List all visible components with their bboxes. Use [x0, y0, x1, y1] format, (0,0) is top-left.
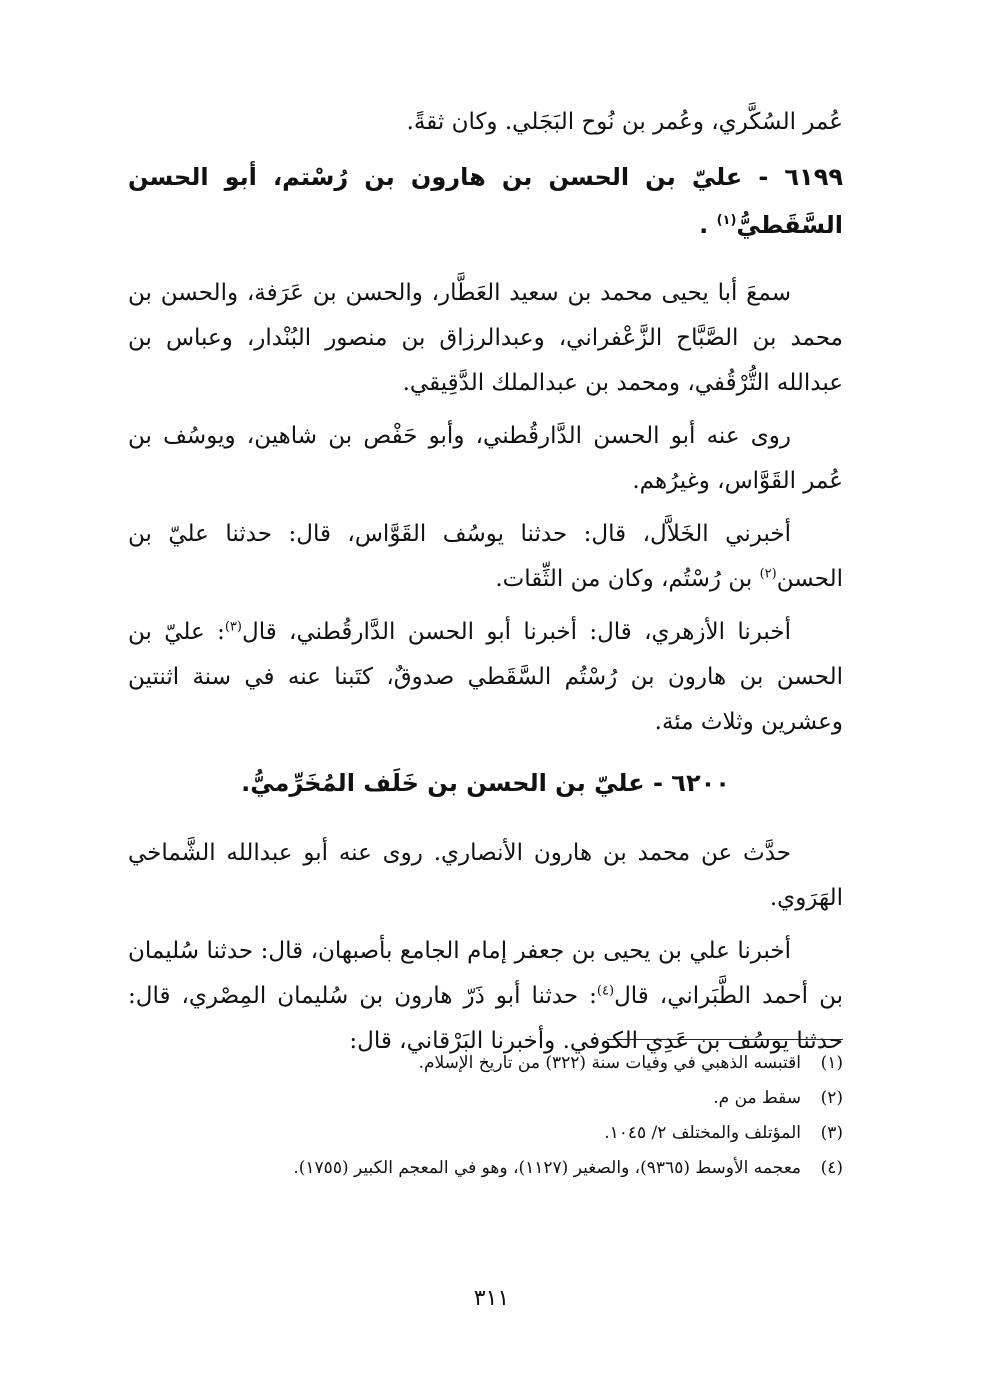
footnote-text: اقتبسه الذهبي في وفيات سنة (٣٢٢) من تاريخ الإسلام. — [418, 1053, 801, 1073]
entry-heading-6200 — [128, 759, 843, 807]
main-text — [128, 100, 843, 1072]
paragraph-text: أخبرني الخَلاَّل، قال: حدثنا يوسُف القَوَّاس، قال: حدثنا عليّ بن الحسن — [128, 521, 843, 592]
paragraph-teachers — [128, 271, 843, 406]
footnote — [128, 1116, 843, 1151]
footnote-number: (٢) — [820, 1088, 843, 1108]
footnotes — [128, 1046, 843, 1186]
footnote-text: المؤتلف والمختلف ٢/ ١٠٤٥. — [604, 1123, 801, 1143]
paragraph-text: أخبرنا علي بن يحيى بن جعفر إمام الجامع بأصبهان، قال: حدثنا سُليمان بن أحمد الطَّبَراني، قال — [128, 938, 843, 1009]
footnote — [128, 1151, 843, 1186]
paragraph-text: أخبرنا الأزهري، قال: أخبرنا أبو الحسن الدَّارقُطني، قال — [241, 619, 791, 645]
footnote-number: (٣) — [820, 1123, 843, 1143]
entry-number: ٦٢٠٠ — [671, 769, 730, 797]
footnote-ref: (٢) — [759, 566, 777, 582]
entry-heading-text: - عليّ بن الحسن بن هارون بن رُسْتم، أبو الحسن السَّقَطيُّ — [128, 163, 843, 239]
entry-number: ٦١٩٩ — [784, 163, 843, 191]
footnote-number: (٤) — [820, 1158, 843, 1178]
entry-heading-end: . — [699, 211, 709, 239]
paragraph-text: : حدثنا أبو ذَرّ هارون بن سُليمان المِصْري، قال: حدثنا يوسُف بن عَدِي الكوفي. وأخبرنا البَرْقاني، قال: — [128, 983, 843, 1054]
paragraph-text: حدَّث عن محمد بن هارون الأنصاري. روى عنه أبو عبدالله الشَّماخي الهَرَوي. — [128, 840, 843, 911]
paragraph-text: : عليّ بن الحسن بن هارون بن رُسْتُم السَّقَطي صدوقٌ، كتَبنا عنه في سنة اثنتين وعشرين وثلاث مئة. — [128, 619, 843, 735]
footnote-ref: (٤) — [596, 983, 615, 999]
paragraph-text: بن رُسْتُم، وكان من الثِّقات. — [495, 566, 760, 592]
paragraph-khallal — [128, 512, 843, 602]
footnote-text: معجمه الأوسط (٩٣٦٥)، والصغير (١١٢٧)، وهو في المعجم الكبير (١٧٥٥). — [293, 1158, 801, 1178]
paragraph-azhari — [128, 610, 843, 745]
paragraph-text: سمعَ أبا يحيى محمد بن سعيد العَطَّار، والحسن بن عَرَفة، والحسن بن محمد بن الصَّبَّاح الزَّعْفراني، وعبدالرزاق بن منصور البُنْدار، وعباس بن عبدالله التُّرْقُفي، ومحمد بن عبدالملك الدَّقِيقي. — [128, 280, 843, 396]
paragraph-isnad — [128, 929, 843, 1064]
entry-heading-6199 — [128, 153, 843, 249]
paragraph-text: عُمر السُكَّري، وعُمر بن نُوح البَجَلي. وكان ثقةً. — [406, 109, 843, 135]
page-number: ٣١١ — [473, 1286, 510, 1311]
footnote-text: سقط من م. — [713, 1088, 801, 1108]
footnote-number: (١) — [820, 1053, 843, 1073]
paragraph-students — [128, 414, 843, 504]
paragraph-continuation — [128, 100, 843, 145]
entry-heading-text: - عليّ بن الحسن بن خَلَف المُخَرِّميُّ. — [241, 769, 663, 797]
footnote — [128, 1046, 843, 1081]
footnote-ref: (٣) — [224, 619, 242, 635]
footnote — [128, 1081, 843, 1116]
footnote-divider — [607, 1039, 843, 1040]
paragraph-hadath — [128, 831, 843, 921]
footnote-ref: (١) — [716, 213, 737, 228]
paragraph-text: روى عنه أبو الحسن الدَّارقُطني، وأبو حَفْص بن شاهين، ويوسُف بن عُمر القَوَّاس، وغيرُهم. — [128, 423, 843, 494]
